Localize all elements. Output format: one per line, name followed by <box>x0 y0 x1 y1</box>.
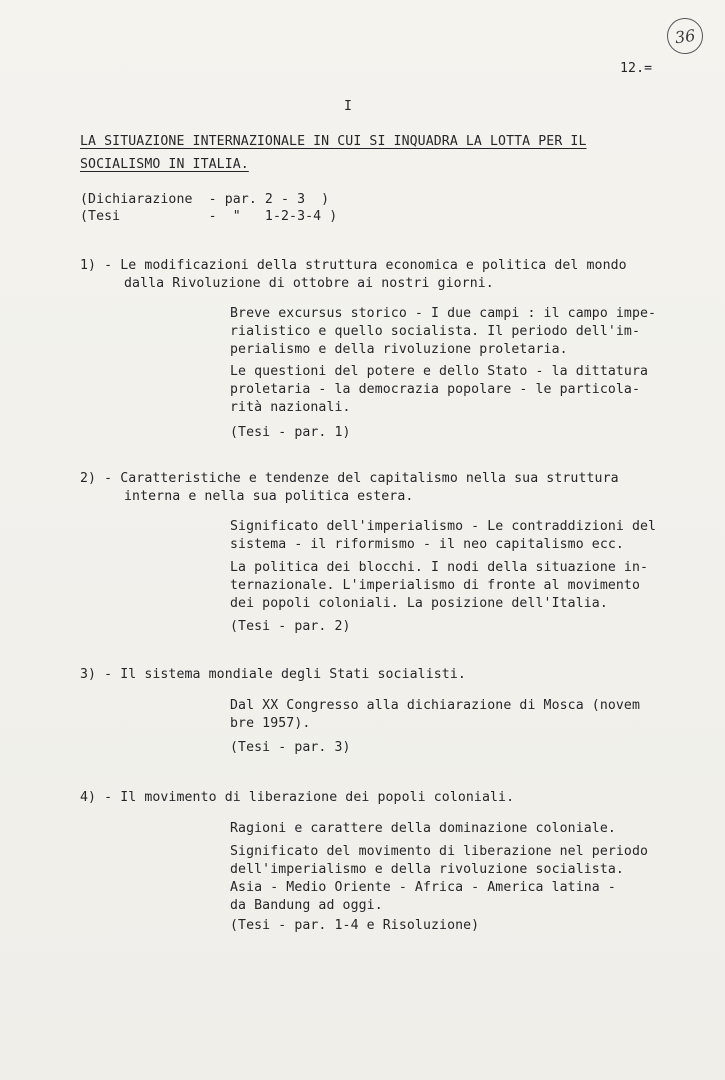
section-1-note-line: Breve excursus storico - I due campi : il campo impe- <box>230 306 657 321</box>
section-1-note-line: rità nazionali. <box>230 400 351 415</box>
section-2-note-line: La politica dei blocchi. I nodi della situazione in- <box>230 560 649 575</box>
section-2-heading-line-1: 2) - Caratteristiche e tendenze del capitalismo nella sua struttura <box>80 471 619 486</box>
section-1-note-line: perialismo e della rivoluzione proletaria. <box>230 342 568 357</box>
section-2-heading-line-2: interna e nella sua politica estera. <box>124 489 414 504</box>
section-4-note-line: da Bandung ad oggi. <box>230 898 383 913</box>
section-4-note-line: Ragioni e carattere della dominazione coloniale. <box>230 821 616 836</box>
section-2-note-line: dei popoli coloniali. La posizione dell'Italia. <box>230 596 608 611</box>
section-1-heading-line-1: 1) - Le modificazioni della struttura economica e politica del mondo <box>80 258 627 273</box>
section-1-note-line: proletaria - la democrazia popolare - le particola- <box>230 382 641 397</box>
section-2-note-line: Significato dell'imperialismo - Le contraddizioni del <box>230 519 657 534</box>
section-4-note-line: dell'imperialismo e della rivoluzione socialista. <box>230 862 624 877</box>
section-1-note-line: Le questioni del potere e dello Stato - la dittatura <box>230 364 649 379</box>
reference-line-1: (Dichiarazione - par. 2 - 3 ) <box>80 192 330 207</box>
section-2-note-line: sistema - il riformismo - il neo capitalismo ecc. <box>230 537 624 552</box>
section-3-note-line: bre 1957). <box>230 716 311 731</box>
section-2-reference: (Tesi - par. 2) <box>230 619 351 634</box>
section-4-note-line: Significato del movimento di liberazione nel periodo <box>230 844 649 859</box>
reference-line-2: (Tesi - " 1-2-3-4 ) <box>80 209 338 224</box>
section-1-reference: (Tesi - par. 1) <box>230 425 351 440</box>
section-4-heading-line-1: 4) - Il movimento di liberazione dei popoli coloniali. <box>80 790 515 805</box>
handwritten-page-number: 36 <box>665 16 706 57</box>
chapter-title-line-1: LA SITUAZIONE INTERNAZIONALE IN CUI SI INQUADRA LA LOTTA PER IL <box>80 134 587 149</box>
section-1-note-line: rialistico e quello socialista. Il periodo dell'im- <box>230 324 641 339</box>
section-3-reference: (Tesi - par. 3) <box>230 740 351 755</box>
chapter-number: I <box>344 99 353 114</box>
section-1-heading-line-2: dalla Rivoluzione di ottobre ai nostri giorni. <box>124 276 494 291</box>
section-4-reference: (Tesi - par. 1-4 e Risoluzione) <box>230 918 480 933</box>
chapter-title-line-2: SOCIALISMO IN ITALIA. <box>80 157 249 172</box>
page-number: 12.= <box>620 61 653 76</box>
section-3-heading-line-1: 3) - Il sistema mondiale degli Stati socialisti. <box>80 667 466 682</box>
section-2-note-line: ternazionale. L'imperialismo di fronte al movimento <box>230 578 641 593</box>
section-4-note-line: Asia - Medio Oriente - Africa - America latina - <box>230 880 616 895</box>
section-3-note-line: Dal XX Congresso alla dichiarazione di Mosca (novem <box>230 698 641 713</box>
